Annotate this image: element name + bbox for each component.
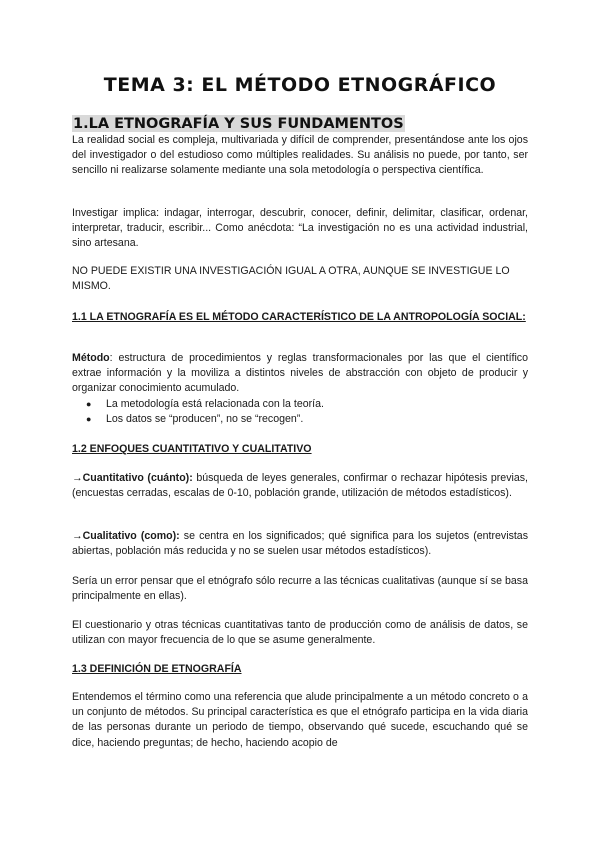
section-1-3-heading: 1.3 DEFINICIÓN DE ETNOGRAFÍA	[72, 663, 242, 675]
list-item: ● Los datos se “producen”, no se “recogen”.	[106, 412, 528, 427]
section-1-heading: 1.LA ETNOGRAFÍA Y SUS FUNDAMENTOS	[73, 116, 404, 132]
qualitative-term: →Cualitativo (como):	[72, 530, 180, 542]
qualitative-paragraph	[72, 529, 528, 559]
definition-paragraph: Entendemos el término como una referencia que alude principalmente a un método concreto o a un conjunto de métodos. Su principal característica es que el etnógrafo participa en la vida diaria de las personas durante un periodo de tiempo, observando qué sucede, escuchando qué se dice, haciendo preguntas; de hecho, haciendo acopio de	[72, 691, 528, 749]
section-1-1-heading: 1.1 LA ETNOGRAFÍA ES EL MÉTODO CARACTERÍSTICO DE LA ANTROPOLOGÍA SOCIAL:	[72, 311, 526, 323]
section-1-paragraph-3: NO PUEDE EXISTIR UNA INVESTIGACIÓN IGUAL A OTRA, AUNQUE SE INVESTIGUE LO MISMO.	[72, 265, 510, 293]
method-definition	[72, 351, 528, 397]
questionnaire-paragraph: El cuestionario y otras técnicas cuantitativas tanto de producción como de análisis de datos, se utilizan con mayor frecuencia de lo que se asume generalmente.	[72, 619, 528, 647]
section-1-2-heading: 1.2 ENFOQUES CUANTITATIVO Y CUALITATIVO	[72, 443, 312, 455]
method-term: Método	[72, 352, 110, 364]
quantitative-term: →Cuantitativo (cuánto):	[72, 472, 193, 484]
error-paragraph: Sería un error pensar que el etnógrafo sólo recurre a las técnicas cualitativas (aunque sí se basa principalmente en ellas).	[72, 575, 528, 603]
quantitative-definition: búsqueda de leyes generales, confirmar o rechazar hipótesis previas, (encuestas cerradas, escalas de 0-10, población grande, utilización de métodos estadísticos).	[72, 472, 528, 500]
quantitative-paragraph	[72, 471, 528, 501]
section-1-paragraph-2: Investigar implica: indagar, interrogar, descubrir, conocer, definir, delimitar, clasificar, ordenar, interpretar, traducir, escribir... Como anécdota: “La investigación no es una actividad industrial, sino artesana.	[72, 207, 528, 250]
qualitative-definition: se centra en los significados; qué significa para los sujetos (entrevistas abiertas, población más reducida y no se suelen usar métodos estadísticos).	[72, 530, 528, 558]
method-bullet-list	[72, 397, 528, 427]
document-title: TEMA 3: EL MÉTODO ETNOGRÁFICO	[103, 74, 497, 96]
list-item: ● La metodología está relacionada con la teoría.	[106, 397, 528, 412]
section-1-paragraph-1: La realidad social es compleja, multivariada y difícil de comprender, presentándose ante los ojos del investigador o del estudioso como múltiples realidades. Su análisis no puede, por tanto, ser sencillo ni realizarse solamente mediante una sola metodología o perspectiva científica.	[72, 134, 528, 177]
method-definition-text: : estructura de procedimientos y reglas transformacionales por las que el científico extrae información y la moviliza a distintos niveles de abstracción con objeto de producir y organizar conocimiento acumulado.	[72, 352, 528, 395]
